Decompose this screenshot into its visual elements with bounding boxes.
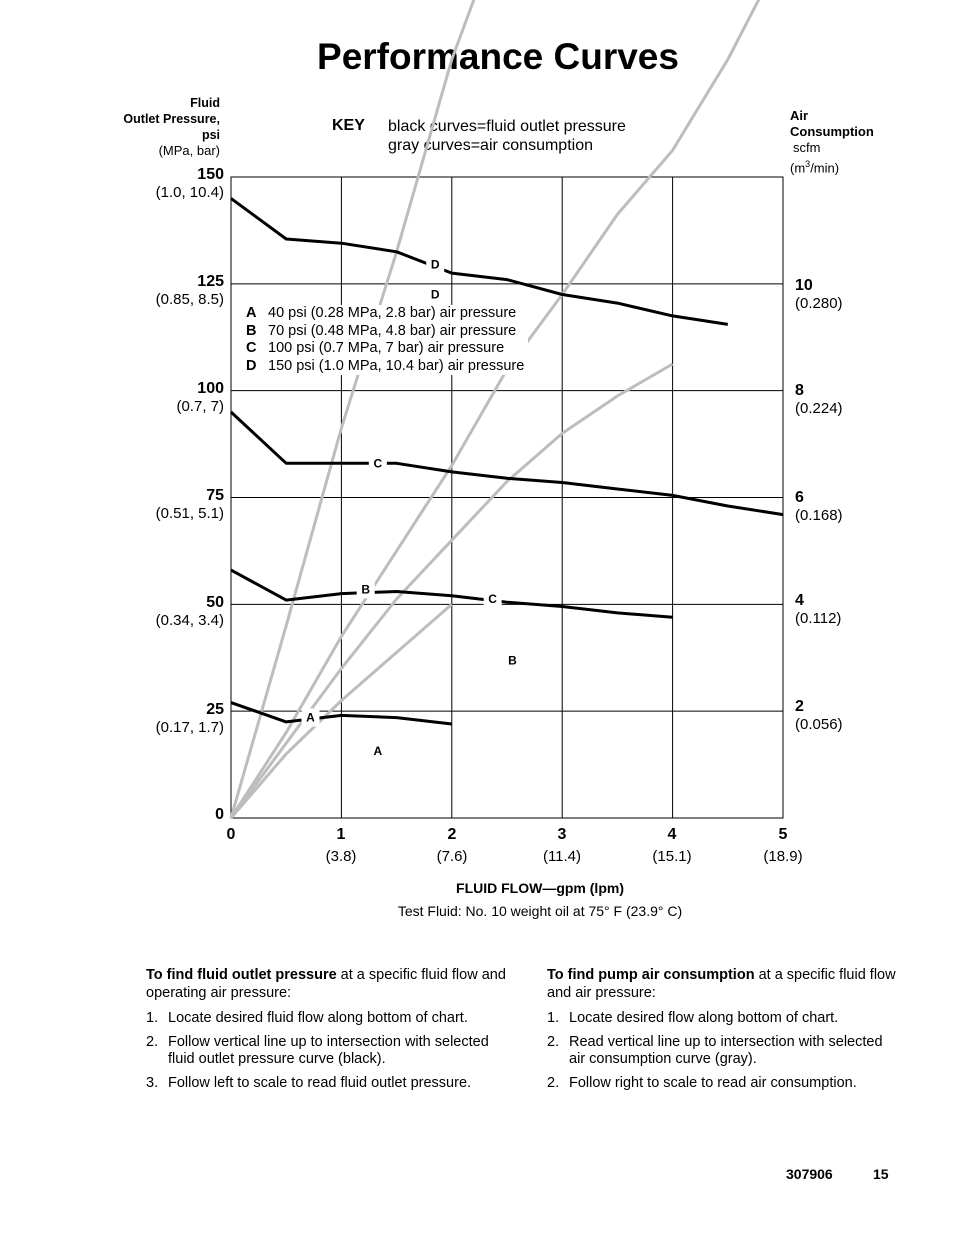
right-tick-sub: (0.056): [795, 716, 843, 733]
legend-item-d: [246, 358, 524, 376]
right-tick-value: 4: [795, 592, 804, 609]
left-tick-sub: (0.85, 8.5): [155, 291, 224, 308]
x-tick-sub: (18.9): [763, 848, 803, 865]
step-text: Follow left to scale to read fluid outlet pressure.: [168, 1074, 472, 1091]
page-title: Performance Curves: [317, 36, 679, 77]
x-tick-sub: (7.6): [436, 848, 468, 865]
x-tick-value: 4: [667, 826, 677, 843]
air-curve-label-d: D: [430, 287, 440, 302]
legend-item-b: [246, 323, 524, 341]
key-line-gray: gray curves=air consumption: [388, 137, 593, 154]
air-curve-c: [231, 0, 783, 818]
key-line-black: black curves=fluid outlet pressure: [388, 118, 626, 135]
left-tick-value: 75: [206, 487, 224, 504]
left-axis-units: (MPa, bar): [158, 143, 220, 158]
step-number: 3.: [146, 1074, 159, 1091]
legend-letter: C: [246, 340, 257, 356]
air-curve-label-b: B: [508, 653, 517, 668]
step-text: Follow vertical line up to intersection with selected fluid outlet pressure curve (black).: [168, 1033, 489, 1067]
x-tick-sub: (3.8): [325, 848, 357, 865]
right-tick-value: 6: [795, 489, 804, 506]
step-number: 2.: [146, 1033, 159, 1050]
legend-text: 100 psi (0.7 MPa, 7 bar) air pressure: [268, 340, 505, 356]
instructions-pressure-lead-rest: at a specific fluid flow and operating air pressure:: [146, 967, 506, 1001]
instructions-air: [547, 967, 899, 1098]
instruction-step: [146, 1010, 511, 1028]
left-tick-sub: (0.17, 1.7): [155, 719, 224, 736]
key-label: KEY: [332, 117, 365, 134]
step-number: 1.: [547, 1010, 560, 1026]
left-tick-value: 50: [206, 594, 224, 611]
instructions-pressure-steps: [146, 1010, 511, 1092]
right-axis-unit-m3-pre: (m: [790, 160, 806, 176]
left-tick-sub: (1.0, 10.4): [155, 184, 224, 201]
x-tick-value: 5: [778, 826, 788, 843]
instructions-air-lead-bold: To find pump air consumption: [547, 967, 755, 983]
right-axis-label-line1: Air: [790, 108, 809, 123]
right-tick-value: 10: [795, 277, 813, 294]
left-tick-value: 150: [197, 166, 224, 183]
chart-legend: [246, 305, 528, 375]
instruction-step: [146, 1075, 511, 1093]
x-tick-value: 0: [226, 826, 236, 843]
left-tick-value: 0: [215, 806, 224, 823]
left-axis-label-line2: Outlet Pressure,: [123, 112, 220, 126]
air-curve-label-a: A: [373, 744, 383, 759]
left-tick-value: 125: [197, 273, 224, 290]
instructions-pressure-lead: [146, 967, 511, 1002]
left-tick-value: 100: [197, 380, 224, 397]
legend-letter: D: [246, 357, 257, 374]
instruction-step: [547, 1034, 899, 1069]
left-axis-label-line1: Fluid: [190, 96, 220, 110]
instruction-step: [547, 1010, 899, 1028]
step-text: Locate desired fluid flow along bottom of chart.: [168, 1010, 468, 1026]
air-curve-label-c: C: [488, 591, 497, 606]
instructions-air-lead-rest: at a specific fluid flow and air pressure:: [547, 967, 896, 1001]
left-tick-sub: (0.51, 5.1): [155, 505, 224, 522]
right-tick-sub: (0.224): [795, 400, 843, 417]
right-tick-sub: (0.168): [795, 507, 843, 524]
right-tick-value: 8: [795, 382, 804, 399]
instructions-pressure-lead-bold: To find fluid outlet pressure: [146, 967, 337, 983]
x-tick-value: 3: [557, 826, 567, 843]
step-text: Locate desired flow along bottom of chart.: [569, 1010, 839, 1026]
pressure-curve-label-b: B: [361, 582, 371, 597]
left-tick-sub: (0.7, 7): [176, 398, 224, 415]
document-number: 307906: [786, 1166, 833, 1182]
legend-item-a: [246, 305, 524, 323]
legend-letter: A: [246, 305, 257, 321]
instruction-step: [547, 1075, 899, 1093]
x-tick-value: 2: [447, 826, 457, 843]
instructions-pressure: [146, 967, 511, 1098]
left-tick-value: 25: [206, 701, 224, 718]
pressure-curve-label-a: A: [306, 710, 315, 725]
step-number: 1.: [146, 1010, 159, 1026]
legend-text: 70 psi (0.48 MPa, 4.8 bar) air pressure: [268, 322, 517, 339]
legend-text: 40 psi (0.28 MPa, 2.8 bar) air pressure: [268, 305, 517, 321]
instructions-air-lead: [547, 967, 899, 1002]
instruction-step: [146, 1034, 511, 1069]
pressure-curve-c: [231, 412, 783, 515]
legend-letter: B: [246, 322, 257, 339]
air-curve-d: [231, 0, 728, 818]
x-tick-value: 1: [336, 826, 346, 843]
right-axis-unit-scfm: scfm: [793, 140, 821, 155]
legend-text: 150 psi (1.0 MPa, 10.4 bar) air pressure: [268, 357, 525, 374]
page-number: 15: [873, 1166, 889, 1182]
right-tick-value: 2: [795, 698, 804, 715]
legend-item-c: [246, 340, 524, 358]
right-axis-unit-m3-post: /min): [810, 160, 840, 176]
right-axis-label-line2: Consumption: [790, 124, 874, 139]
pressure-curve-label-d: D: [430, 257, 440, 272]
left-tick-sub: (0.34, 3.4): [155, 612, 224, 629]
step-number: 2.: [547, 1033, 560, 1050]
right-tick-sub: (0.280): [795, 295, 843, 312]
step-text: Read vertical line up to intersection with selected air consumption curve (gray).: [569, 1033, 883, 1067]
instructions-air-steps: [547, 1010, 899, 1092]
step-text: Follow right to scale to read air consumption.: [569, 1074, 857, 1091]
pressure-curve-label-c: C: [373, 456, 383, 471]
x-axis-label: FLUID FLOW—gpm (lpm): [456, 880, 624, 896]
right-axis-unit-m3-sup: 3: [805, 159, 811, 169]
x-tick-sub: (15.1): [652, 848, 692, 865]
step-number: 2.: [547, 1074, 560, 1091]
right-tick-sub: (0.112): [795, 610, 842, 627]
left-axis-label-line3: psi: [201, 128, 220, 142]
x-tick-sub: (11.4): [542, 848, 582, 865]
test-fluid-note: Test Fluid: No. 10 weight oil at 75° F (23.9° C): [397, 903, 683, 919]
